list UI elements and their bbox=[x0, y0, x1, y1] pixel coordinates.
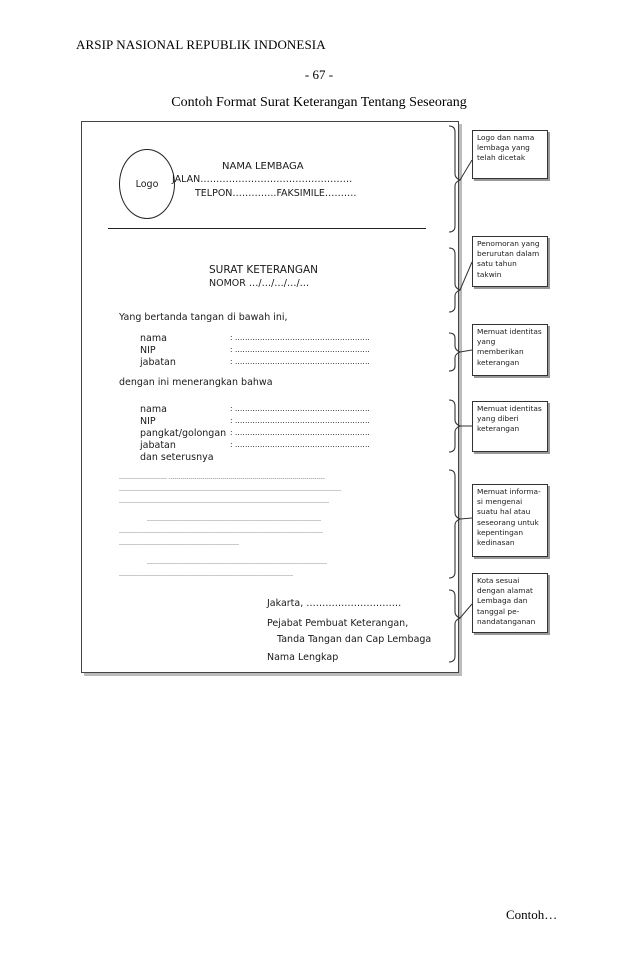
page-number: - 67 - bbox=[304, 67, 334, 82]
field-value: : ……………………………………………… bbox=[230, 440, 370, 449]
field-label: nama bbox=[140, 404, 167, 415]
note-signature: Kota sesuai dengan alamat Lembaga dan tanggal pe-nandatanganan bbox=[472, 573, 548, 633]
field-label: pangkat/golongan bbox=[140, 428, 227, 439]
signer-title: Pejabat Pembuat Keterangan, bbox=[267, 618, 409, 629]
signer-full-name: Nama Lengkap bbox=[267, 652, 339, 663]
body-line: …………………………………………………………………………… bbox=[147, 516, 321, 523]
etc-text: dan seterusnya bbox=[140, 452, 214, 463]
signature-stamp: Tanda Tangan dan Cap Lembaga bbox=[277, 634, 432, 645]
logo-label: Logo bbox=[135, 178, 159, 190]
brace-subject-identity bbox=[449, 400, 460, 452]
field-value: : ……………………………………………… bbox=[230, 416, 370, 425]
statement-text: dengan ini menerangkan bahwa bbox=[119, 377, 273, 388]
phone-fax-line: TELPON…………..FAKSIMILE………. bbox=[195, 188, 357, 199]
brace-body bbox=[449, 470, 460, 578]
field-label: NIP bbox=[140, 416, 156, 427]
place-date: Jakarta, ………………………… bbox=[267, 598, 402, 609]
field-value: : ……………………………………………… bbox=[230, 357, 370, 366]
brace-signer-identity bbox=[449, 333, 460, 371]
body-line: ………………………………………………………………………………………… bbox=[119, 528, 323, 535]
brace-numbering bbox=[449, 248, 460, 312]
address-line: JALAN………………………………………… bbox=[172, 174, 353, 185]
field-value: : ……………………………………………… bbox=[230, 333, 370, 342]
body-line: ………………………………………………………………………………………………… bbox=[119, 486, 341, 493]
brace-signature bbox=[449, 590, 460, 662]
note-signer-identity: Memuat identitas yang memberikan keterangan bbox=[472, 324, 548, 376]
field-value: : ……………………………………………… bbox=[230, 428, 370, 437]
field-label: jabatan bbox=[140, 440, 176, 451]
note-body: Memuat informa-si mengenai suatu hal atau seseorang untuk kepentingan kedinasan bbox=[472, 484, 548, 557]
brace-letterhead bbox=[449, 126, 460, 232]
note-letterhead: Logo dan nama lembaga yang telah dicetak bbox=[472, 130, 548, 179]
intro-text: Yang bertanda tangan di bawah ini, bbox=[119, 312, 288, 323]
letter-title: SURAT KETERANGAN bbox=[209, 264, 318, 276]
field-label: NIP bbox=[140, 345, 156, 356]
field-value: : ……………………………………………… bbox=[230, 345, 370, 354]
field-label: jabatan bbox=[140, 357, 176, 368]
body-line: …………………………………………………… bbox=[119, 540, 239, 547]
letter-number: NOMOR …/…/…/…/… bbox=[209, 278, 310, 289]
continued-marker: Contoh… bbox=[506, 907, 558, 922]
note-numbering: Penomoran yang berurutan dalam satu tahun takwin bbox=[472, 236, 548, 287]
institution-name: NAMA LEMBAGA bbox=[222, 161, 304, 172]
body-line: ……………………………………………………………………………… bbox=[147, 559, 327, 566]
institution-header: ARSIP NASIONAL REPUBLIK INDONESIA bbox=[76, 37, 326, 52]
field-value: : ……………………………………………… bbox=[230, 404, 370, 413]
body-line: …………………………………………………………………………………………… bbox=[119, 498, 329, 505]
body-line: …………………………………………………………………………… bbox=[119, 571, 293, 578]
field-label: nama bbox=[140, 333, 167, 344]
note-subject-identity: Memuat identitas yang diberi keterangan bbox=[472, 401, 548, 452]
figure-caption: Contoh Format Surat Keterangan Tentang Seseorang bbox=[171, 95, 467, 110]
body-line: …………………… …………………………………………………………………… bbox=[119, 474, 325, 481]
